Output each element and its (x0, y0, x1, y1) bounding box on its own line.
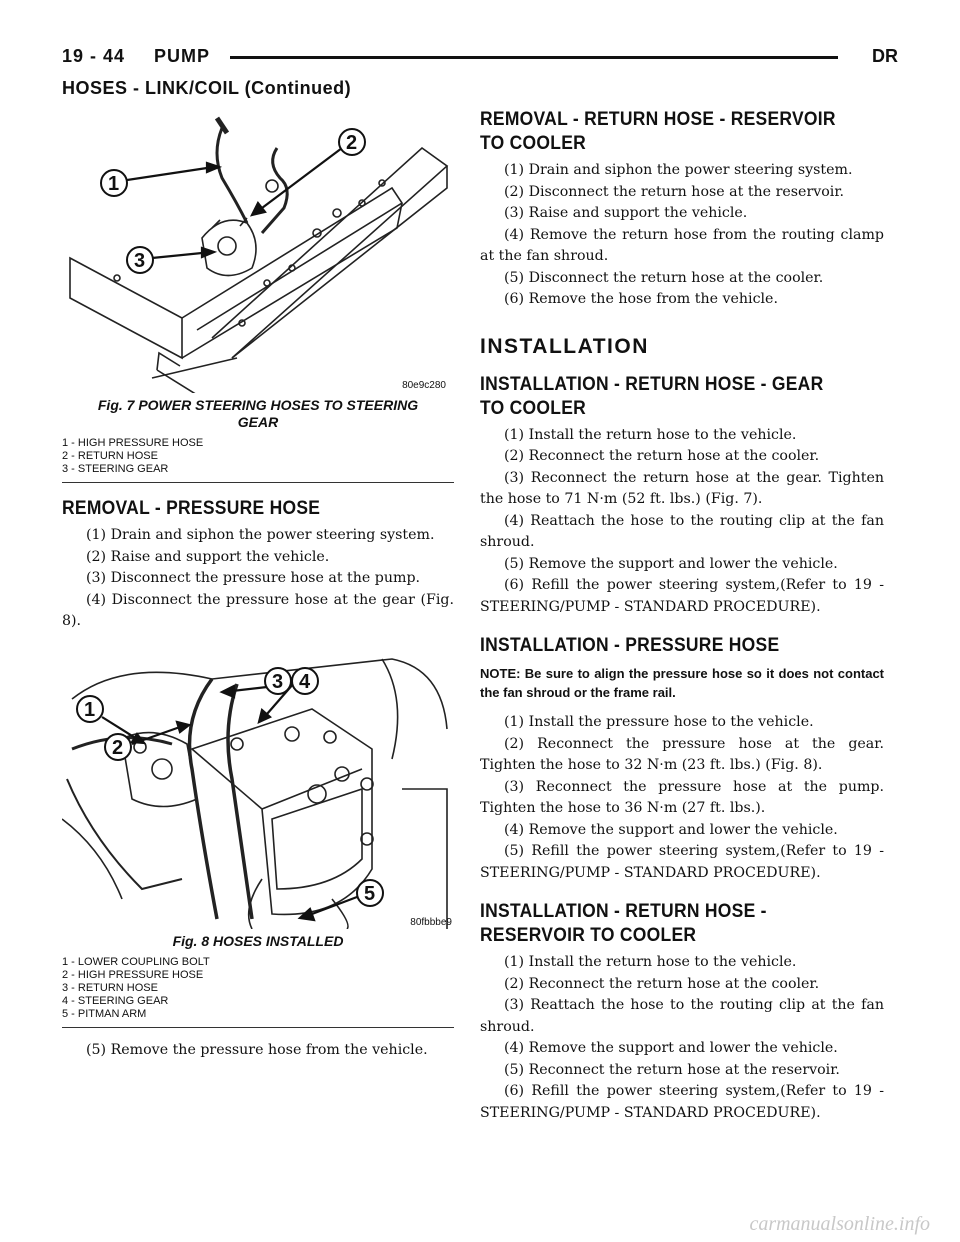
step: (6) Refill the power steering system,(Refer to 19 - STEERING/PUMP - STANDARD PROCEDURE). (480, 577, 884, 615)
legend-item: 5 - PITMAN ARM (62, 1007, 147, 1020)
fig7-caption-line2: GEAR (237, 414, 279, 430)
continued-title: HOSES - LINK/COIL (Continued) (62, 78, 352, 98)
step: (4) Disconnect the pressure hose at the gear (Fig. 8). (62, 591, 454, 629)
step: (1) Install the return hose to the vehicle. (504, 954, 797, 970)
page-number: 19 - 44 (62, 46, 126, 66)
step: (3) Reconnect the pressure hose at the pump. Tighten the hose to 36 N·m (27 ft. lbs.). (480, 778, 884, 816)
step: (3) Disconnect the pressure hose at the pump. (86, 570, 421, 586)
step: (1) Drain and siphon the power steering system. (504, 162, 853, 178)
step: (5) Refill the power steering system,(Refer to 19 - STEERING/PUMP - STANDARD PROCEDURE). (480, 843, 884, 881)
legend-item: 4 - STEERING GEAR (62, 994, 169, 1007)
figure-7-illustration (62, 108, 454, 393)
fig7-callout-3: 3 (134, 250, 146, 272)
step: (2) Raise and support the vehicle. (86, 548, 330, 565)
step: (5) Remove the pressure hose from the vehicle. (86, 1041, 428, 1058)
header-rule (230, 56, 838, 59)
step: (1) Install the pressure hose to the vehicle. (504, 714, 814, 730)
install-return-reservoir-title: INSTALLATION - RETURN HOSE - RESERVOIR TO COOLER (480, 901, 767, 946)
fig8-code: 80fbbbe9 (410, 916, 452, 928)
left-column (62, 108, 454, 1061)
step: (3) Reconnect the return hose at the gear. Tighten the hose to 71 N·m (52 ft. lbs.) (Fig. 7). (480, 469, 884, 507)
legend-item: 2 - RETURN HOSE (62, 450, 158, 462)
removal-pressure-title: REMOVAL - PRESSURE HOSE (62, 498, 321, 519)
installation-heading: INSTALLATION (480, 334, 649, 358)
figure-7 (62, 108, 454, 483)
fig7-caption (62, 397, 454, 431)
section-name: PUMP (154, 46, 211, 66)
removal-return-reservoir-title: REMOVAL - RETURN HOSE - RESERVOIR TO COOLER (480, 109, 836, 154)
step: (2) Disconnect the return hose at the reservoir. (504, 183, 845, 200)
right-column (480, 108, 884, 1124)
note: NOTE: Be sure to align the pressure hose so it does not contact the fan shroud or the frame rail. (480, 666, 884, 700)
fig7-caption-line1: Fig. 7 POWER STEERING HOSES TO STEERING (97, 397, 419, 413)
legend-item: 1 - LOWER COUPLING BOLT (62, 955, 210, 968)
step: (2) Reconnect the return hose at the cooler. (504, 448, 820, 464)
step: (1) Install the return hose to the vehicle. (504, 426, 797, 443)
fig8-callout-1: 1 (84, 698, 96, 721)
step: (5) Disconnect the return hose at the cooler. (504, 269, 824, 286)
step: (3) Reattach the hose to the routing clip at the fan shroud. (480, 997, 884, 1035)
step: (4) Reattach the hose to the routing clip at the fan shroud. (480, 512, 884, 550)
model-code: DR (872, 46, 898, 66)
step: (5) Reconnect the return hose at the reservoir. (504, 1061, 840, 1078)
fig8-caption: Fig. 8 HOSES INSTALLED (172, 932, 344, 949)
install-gear-cooler-title: INSTALLATION - RETURN HOSE - GEAR TO COOLER (480, 373, 824, 419)
watermark: carmanualsonline.info (749, 1213, 930, 1235)
fig8-callout-3: 3 (272, 670, 284, 693)
figure-8 (62, 639, 454, 1028)
legend-item: 2 - HIGH PRESSURE HOSE (62, 968, 204, 981)
fig7-callout-1: 1 (108, 173, 120, 195)
page-header (62, 46, 898, 74)
figure-8-illustration (62, 639, 454, 929)
step: (2) Reconnect the return hose at the cooler. (504, 975, 820, 992)
step: (4) Remove the support and lower the vehicle. (504, 821, 838, 838)
step: (2) Reconnect the pressure hose at the gear. Tighten the hose to 32 N·m (23 ft. lbs.) (Fig. 8). (480, 735, 884, 773)
step: (6) Remove the hose from the vehicle. (504, 291, 778, 307)
step: (3) Raise and support the vehicle. (504, 205, 748, 221)
fig7-legend (62, 437, 454, 483)
step: (5) Remove the support and lower the vehicle. (504, 555, 838, 572)
fig7-callout-2: 2 (346, 132, 358, 154)
step: (4) Remove the return hose from the routing clamp at the fan shroud. (480, 226, 884, 264)
legend-item: 3 - STEERING GEAR (62, 463, 169, 475)
fig8-callout-4: 4 (299, 670, 311, 693)
fig8-callout-2: 2 (112, 736, 124, 759)
step: (6) Refill the power steering system,(Refer to 19 - STEERING/PUMP - STANDARD PROCEDURE). (480, 1083, 884, 1121)
fig7-code: 80e9c280 (402, 380, 446, 391)
step: (4) Remove the support and lower the vehicle. (504, 1040, 838, 1056)
legend-item: 3 - RETURN HOSE (62, 981, 158, 994)
fig8-callout-5: 5 (364, 882, 376, 905)
fig8-legend (62, 956, 454, 1028)
legend-item: 1 - HIGH PRESSURE HOSE (62, 437, 204, 449)
step: (1) Drain and siphon the power steering system. (86, 527, 435, 543)
install-pressure-title: INSTALLATION - PRESSURE HOSE (480, 635, 780, 656)
